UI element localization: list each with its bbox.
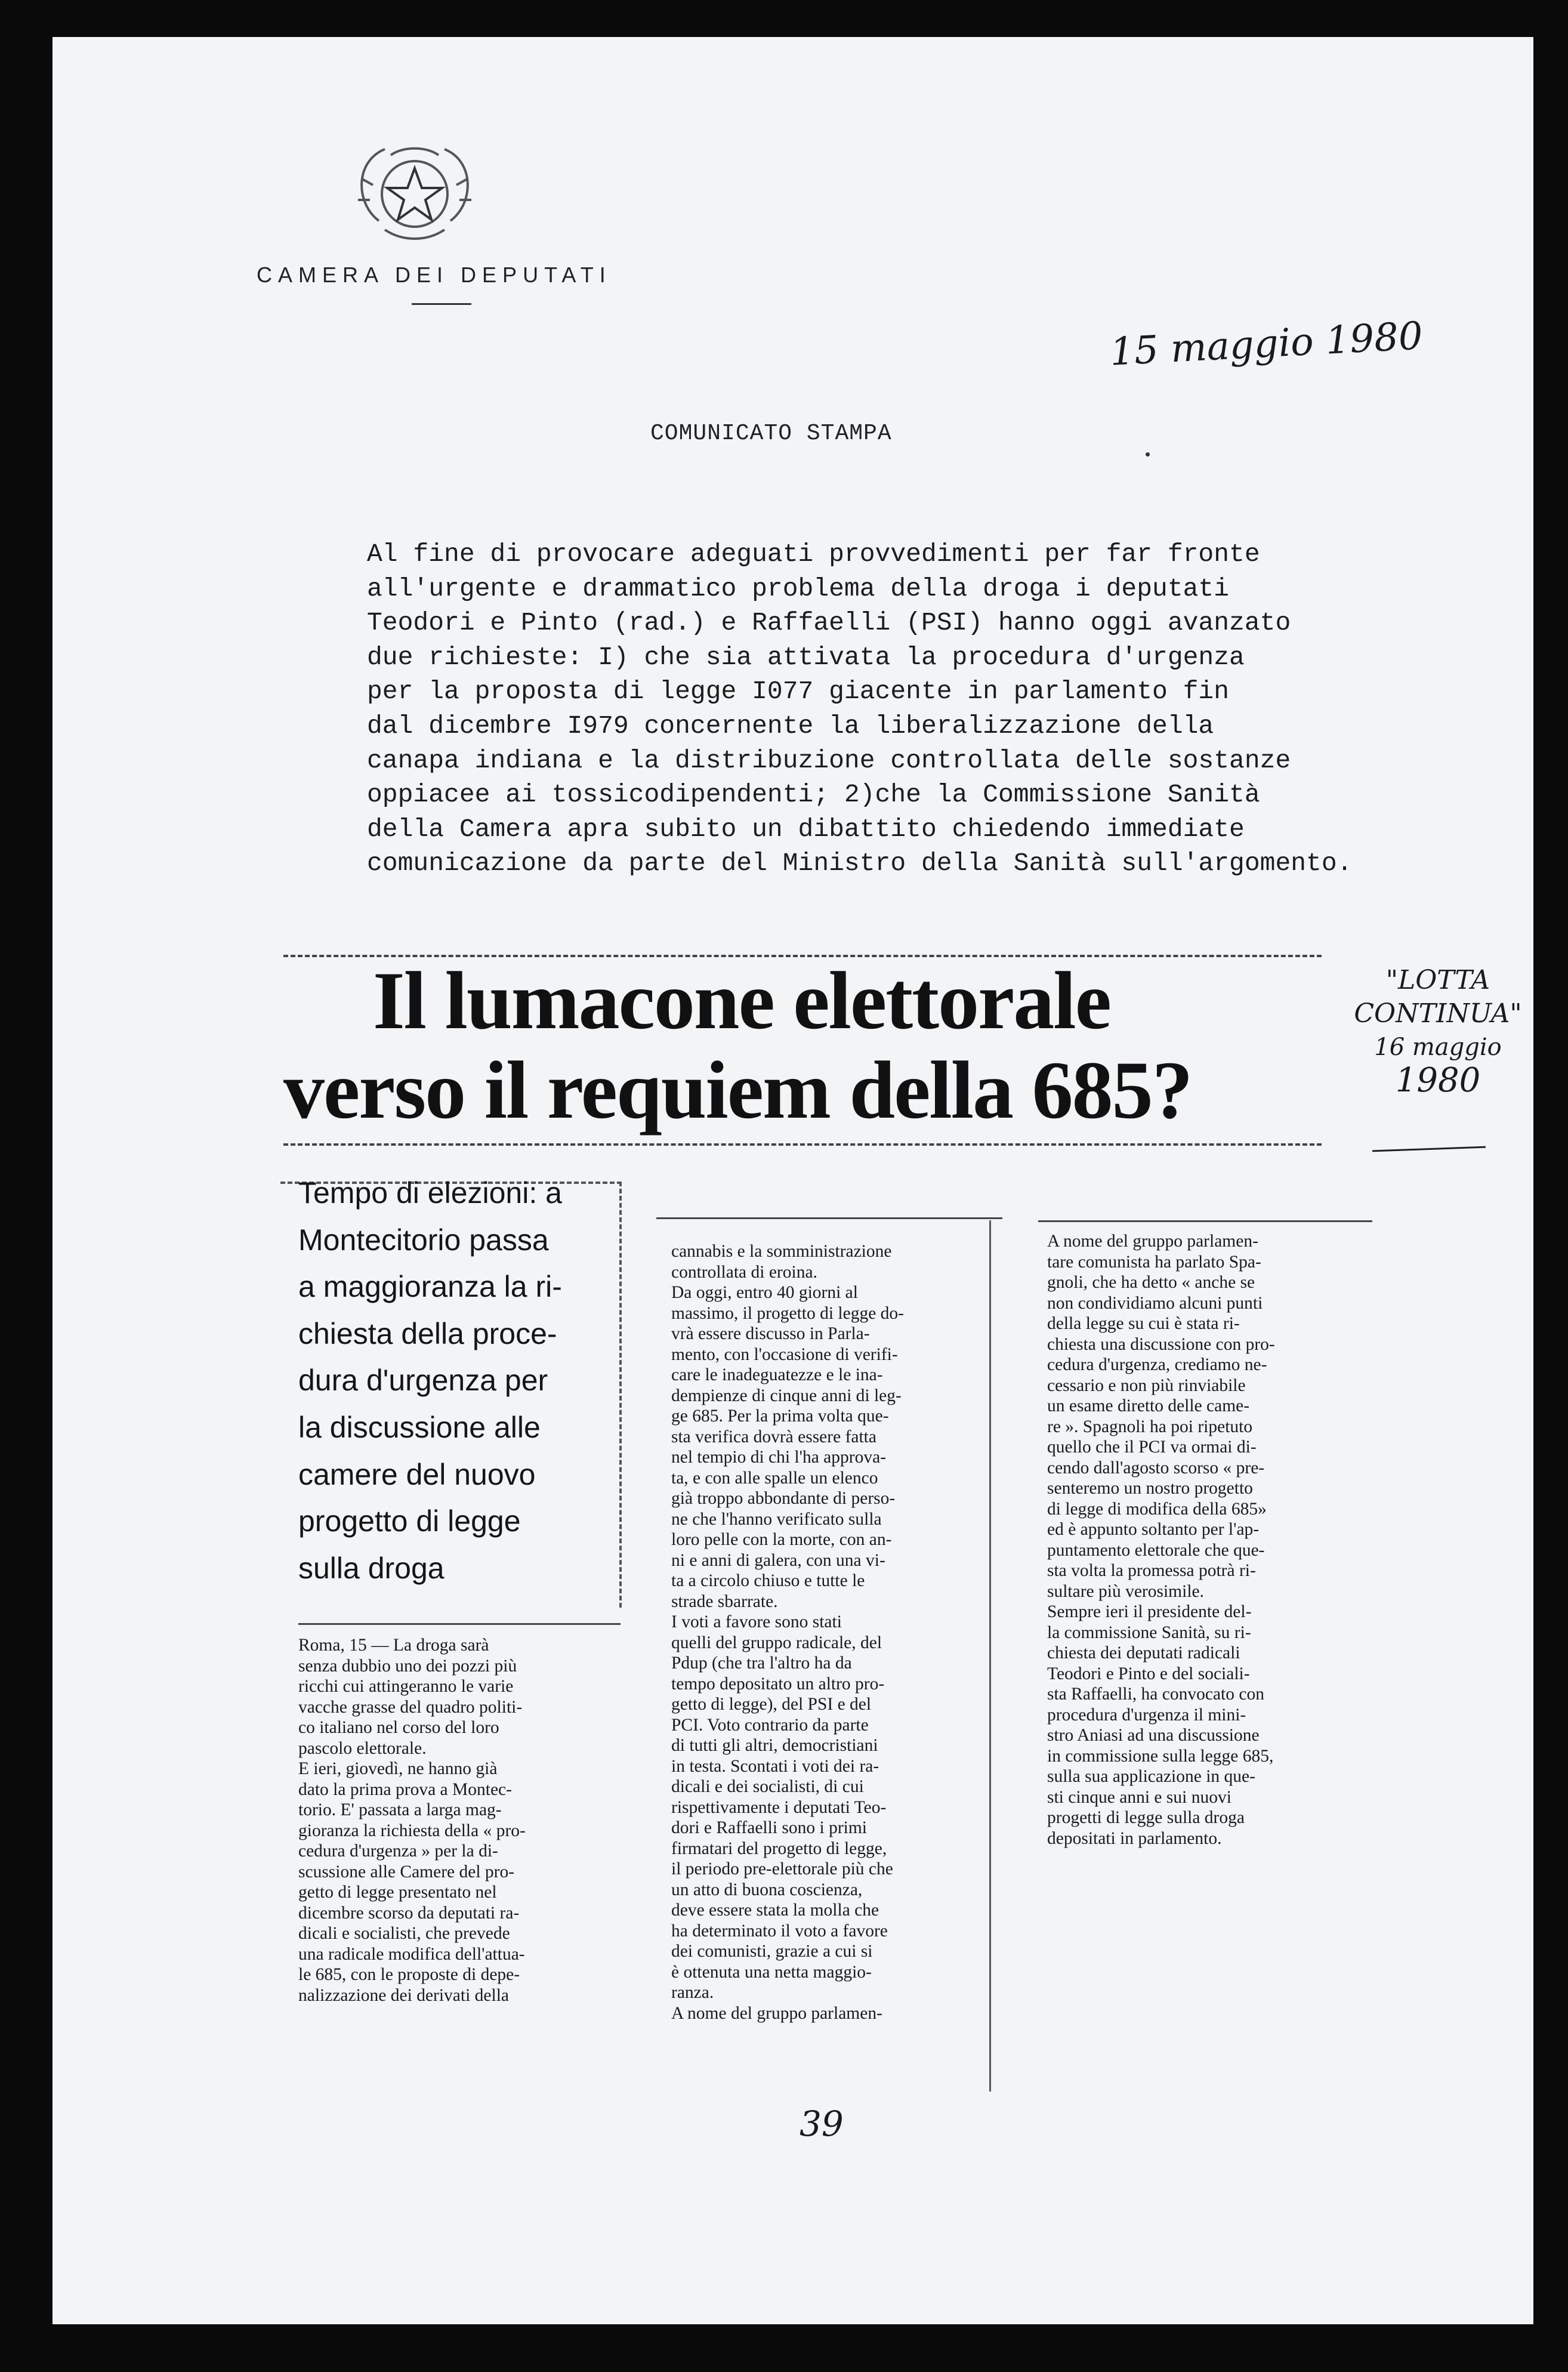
article-line: getto di legge), del PSI e del [671, 1695, 872, 1714]
article-line: tare comunista ha parlato Spa- [1047, 1252, 1261, 1272]
article-line: getto di legge presentato nel [298, 1883, 497, 1902]
deck-line: chiesta della proce- [298, 1316, 557, 1350]
article-line: sultare più verosimile. [1047, 1581, 1204, 1601]
text-line: canapa indiana e la distribuzione controllata delle sostanze [367, 745, 1291, 775]
article-line: PCI. Voto contrario da parte [671, 1715, 869, 1735]
article-line: pascolo elettorale. [298, 1738, 427, 1758]
article-line: cessario e non più rinviabile [1047, 1375, 1246, 1395]
article-line: I voti a favore sono stati [671, 1612, 842, 1631]
article-line: E ieri, giovedì, ne hanno già [298, 1759, 498, 1778]
article-line: ed è appunto soltanto per l'ap- [1047, 1520, 1260, 1539]
page-number: 39 [800, 2103, 844, 2144]
article-line: sulla sua applicazione in que- [1047, 1767, 1255, 1786]
note-line: 1980 [1395, 1061, 1481, 1100]
article-line: ranza. [671, 1983, 714, 2002]
article-line: cedura d'urgenza » per la di- [298, 1842, 498, 1861]
article-line: rispettivamente i deputati Teo- [671, 1797, 887, 1817]
article-line: controllata di eroina. [671, 1262, 817, 1282]
article-line: dempienze di cinque anni di leg- [671, 1386, 902, 1405]
article-column-1 [298, 1635, 626, 2006]
handwritten-source-note [1348, 964, 1527, 1100]
deck-line: camere del nuovo [298, 1457, 536, 1491]
article-line: ricchi cui attingeranno le varie [298, 1677, 514, 1696]
article-line: chiesta dei deputati radicali [1047, 1643, 1240, 1662]
article-line: vrà essere discusso in Parla- [671, 1324, 870, 1343]
article-line: senteremo un nostro progetto [1047, 1479, 1253, 1498]
article-line: vacche grasse del quadro politi- [298, 1697, 523, 1717]
article-line: Roma, 15 — La droga sarà [298, 1636, 489, 1655]
article-column-3 [1047, 1231, 1369, 1849]
press-release-title: COMUNICATO STAMPA [650, 421, 892, 446]
article-line: depositati in parlamento. [1047, 1828, 1222, 1848]
note-line: "LOTTA [1385, 965, 1490, 995]
text-line: Al fine di provocare adeguati provvedimenti per far fronte [367, 539, 1260, 569]
article-line: ta a circolo chiuso e tutte le [671, 1571, 865, 1590]
deck-line: a maggioranza la ri- [298, 1270, 562, 1304]
article-line: quelli del gruppo radicale, del [671, 1633, 882, 1652]
article-line: dicali e socialisti, che prevede [298, 1924, 510, 1943]
article-line: ha determinato il voto a favore [671, 1921, 888, 1941]
article-line: stro Aniasi ad una discussione [1047, 1726, 1260, 1745]
deck-line: dura d'urgenza per [298, 1364, 548, 1398]
article-line: sta volta la promessa potrà ri- [1047, 1561, 1256, 1580]
article-line: un atto di buona coscienza, [671, 1880, 863, 1899]
article-line: nalizzazione dei derivati della [298, 1985, 509, 2005]
article-line: puntamento elettorale che que- [1047, 1540, 1265, 1560]
ink-dot [1146, 452, 1150, 456]
clipping-deck [298, 1170, 615, 1591]
article-line: senza dubbio uno dei pozzi più [298, 1656, 517, 1676]
press-release-body [367, 537, 1381, 881]
article-line: tempo depositato un altro pro- [671, 1674, 885, 1694]
article-line: di tutti gli altri, democristiani [671, 1736, 878, 1755]
article-line: gnoli, che ha detto « anche se [1047, 1273, 1255, 1292]
article-line: sta verifica dovrà essere fatta [671, 1427, 876, 1446]
article-line: quello che il PCI va ormai di- [1047, 1438, 1257, 1457]
article-line: Sempre ieri il presidente del- [1047, 1602, 1252, 1621]
article-line: loro pelle con la morte, con an- [671, 1530, 892, 1549]
article-line: sti cinque anni e sui nuovi [1047, 1787, 1231, 1807]
article-line: dicembre scorso da deputati ra- [298, 1903, 520, 1923]
deck-line: Tempo di elezioni: a [298, 1176, 562, 1210]
text-line: dal dicembre I979 concernente la liberalizzazione della [367, 711, 1214, 741]
article-line: care le inadeguatezze e le ina- [671, 1365, 883, 1384]
article-line: le 685, con le proposte di depe- [298, 1965, 520, 1984]
article-line: sta Raffaelli, ha convocato con [1047, 1685, 1264, 1704]
article-line: deve essere stata la molla che [671, 1901, 879, 1920]
text-line: due richieste: I) che sia attivata la procedura d'urgenza [367, 642, 1245, 672]
column-rule [298, 1623, 621, 1625]
institution-name: CAMERA DEI DEPUTATI [257, 263, 612, 287]
article-line: ne che l'hanno verificato sulla [671, 1509, 882, 1529]
article-line: di legge di modifica della 685» [1047, 1499, 1267, 1519]
article-line: firmatari del progetto di legge, [671, 1839, 887, 1858]
column-rule [656, 1217, 1002, 1219]
article-line: dicali e dei socialisti, di cui [671, 1777, 864, 1796]
article-line: un esame diretto delle came- [1047, 1396, 1250, 1415]
article-line: A nome del gruppo parlamen- [1047, 1232, 1258, 1251]
article-column-2 [671, 1241, 993, 2024]
note-line: CONTINUA" [1354, 998, 1522, 1029]
note-line: 16 maggio [1374, 1034, 1502, 1061]
clipping-headline [283, 956, 1322, 1135]
republic-emblem-icon [331, 113, 498, 263]
article-line: progetti di legge sulla droga [1047, 1808, 1245, 1827]
article-line: cannabis e la somministrazione [671, 1242, 892, 1261]
article-line: Teodori e Pinto e del sociali- [1047, 1664, 1250, 1683]
article-line: ta, e con alle spalle un elenco [671, 1468, 878, 1488]
article-line: non condividiamo alcuni punti [1047, 1293, 1263, 1313]
article-line: in commissione sulla legge 685, [1047, 1746, 1274, 1766]
article-line: cendo dall'agosto scorso « pre- [1047, 1458, 1265, 1478]
article-line: in testa. Scontati i voti dei ra- [671, 1756, 879, 1776]
article-line: scussione alle Camere del pro- [298, 1862, 515, 1881]
article-line: procedura d'urgenza il mini- [1047, 1705, 1246, 1725]
deck-line: progetto di legge [298, 1504, 521, 1538]
article-line: cedura d'urgenza, crediamo ne- [1047, 1355, 1267, 1374]
article-line: gioranza la richiesta della « pro- [298, 1821, 526, 1840]
article-line: strade sbarrate. [671, 1591, 778, 1611]
article-line: ni e anni di galera, con una vi- [671, 1550, 885, 1570]
text-line: della Camera apra subito un dibattito chiedendo immediate [367, 814, 1245, 844]
divider [412, 303, 471, 305]
article-line: massimo, il progetto di legge do- [671, 1303, 904, 1323]
deck-line: Montecitorio passa [298, 1223, 549, 1257]
article-line: A nome del gruppo parlamen- [671, 2003, 882, 2023]
handwritten-date: 15 maggio 1980 [1109, 314, 1424, 375]
article-line: dei comunisti, grazie a cui si [671, 1942, 873, 1961]
text-line: Teodori e Pinto (rad.) e Raffaelli (PSI) hanno oggi avanzato [367, 608, 1291, 638]
text-line: all'urgente e drammatico problema della droga i deputati [367, 573, 1230, 603]
article-line: dato la prima prova a Montec- [298, 1779, 512, 1799]
text-line: oppiacee ai tossicodipendenti; 2)che la Commissione Sanità [367, 780, 1260, 810]
article-line: ge 685. Per la prima volta que- [671, 1406, 889, 1426]
headline-line: Il lumacone elettorale [373, 955, 1110, 1046]
article-line: già troppo abbondante di perso- [671, 1489, 896, 1508]
column-rule [1038, 1220, 1372, 1222]
deck-line: sulla droga [298, 1551, 445, 1585]
article-line: Da oggi, entro 40 giorni al [671, 1283, 858, 1302]
article-line: della legge su cui è stata ri- [1047, 1314, 1240, 1333]
article-line: una radicale modifica dell'attua- [298, 1944, 525, 1964]
article-line: nel tempio di chi l'ha approva- [671, 1448, 887, 1467]
text-line: per la proposta di legge I077 giacente in parlamento fin [367, 677, 1230, 707]
article-line: torio. E' passata a larga mag- [298, 1800, 502, 1819]
article-line: è ottenuta una netta maggio- [671, 1962, 872, 1982]
article-line: la commissione Sanità, su ri- [1047, 1623, 1251, 1642]
headline-line: verso il requiem della 685? [283, 1044, 1192, 1136]
text-line: comunicazione da parte del Ministro della Sanità sull'argomento. [367, 849, 1353, 878]
article-line: co italiano nel corso del loro [298, 1718, 499, 1737]
article-line: chiesta una discussione con pro- [1047, 1334, 1275, 1354]
deck-line: la discussione alle [298, 1410, 541, 1444]
article-line: Pdup (che tra l'altro ha da [671, 1654, 852, 1673]
article-line: il periodo pre-elettorale più che [671, 1859, 893, 1879]
article-line: re ». Spagnoli ha poi ripetuto [1047, 1417, 1253, 1436]
article-line: mento, con l'occasione di verifi- [671, 1344, 898, 1364]
article-line: dori e Raffaelli sono i primi [671, 1818, 867, 1837]
